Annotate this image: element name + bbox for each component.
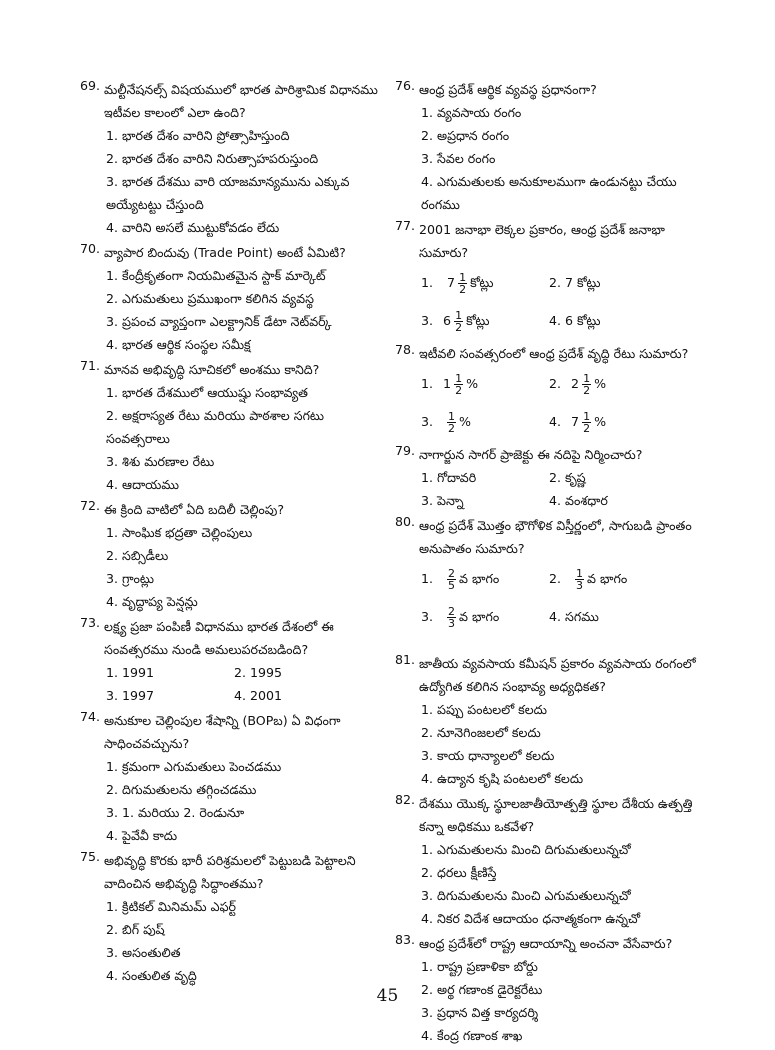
option-1: 1. భారత దేశం వారిని ప్రోత్సాహిస్తుంది (106, 128, 290, 143)
option-3 (421, 302, 549, 340)
option-4: 4. ఆదాయము (106, 477, 180, 492)
option-4: 4. 6 కోట్లు (549, 313, 601, 328)
option-3: 3. భారత దేశము వారి యాజమాన్యమును ఎక్కువ అయ్యేటట్టు చేస్తుంది (106, 174, 350, 212)
option-4: 4. ఎగుమతులకు అనుకూలముగా ఉండునట్టు చేయు రంగము (421, 174, 677, 212)
option-4: 4. నికర విదేశ ఆదాయం ధనాత్మకంగా ఉన్నచో (421, 911, 641, 926)
question-74 (80, 709, 385, 847)
option-3: 3. శిశు మరణాల రేటు (106, 454, 215, 469)
option-2 (549, 365, 700, 403)
question-text: ఆంధ్ర ప్రదేశ్ ఆర్థిక వ్యవస్థ ప్రధానంగా? (419, 82, 597, 97)
option-2: 2. నూనెగింజలలో కలదు (421, 725, 541, 740)
option-3: 3. కాయ ధాన్యాలలో కలదు (421, 748, 555, 763)
option-4: 4. వంశధార (549, 493, 608, 508)
option-3: 3. ప్రధాన విత్త కార్యదర్శి (421, 1005, 539, 1020)
question-text: మల్టీనేషనల్స్ విషయములో భారత పారిశ్రామిక విధానము ఇటీవల కాలంలో ఎలా ఉంది? (104, 82, 378, 120)
fraction (447, 606, 456, 629)
spacer (395, 638, 700, 652)
option-2: 2. కృష్ణ (549, 470, 586, 485)
question-text: ఆంధ్ర ప్రదేశ్‌లో రాష్ట్ర ఆదాయాన్ని అంచనా వేసేవారు? (419, 936, 673, 951)
unit: వ భాగం (459, 571, 500, 586)
option-1: 1. సాంఘిక భద్రతా చెల్లింపులు (106, 525, 253, 540)
question-number: 80. (395, 514, 416, 529)
fraction (458, 272, 467, 295)
denominator: 2 (448, 421, 456, 435)
numerator: 1 (583, 409, 591, 423)
option-1: 1. వ్యవసాయ రంగం (421, 105, 522, 120)
question-text: ఆంధ్ర ప్రదేశ్ మొత్తం భౌగోళిక విస్తీర్ణంలో, సాగుబడి ప్రాంతం అనుపాతం సుమారు? (419, 518, 692, 556)
numerator: 2 (448, 566, 456, 580)
question-number: 77. (395, 218, 416, 233)
right-column (395, 78, 700, 1049)
option-4: 4. భారత ఆర్థిక సంస్థల సమీక్ష (106, 337, 251, 352)
denominator: 3 (448, 616, 456, 630)
option-3: 3. దిగుమతులను మించి ఎగుమతులున్నచో (421, 888, 631, 903)
unit: వ భాగం (587, 571, 628, 586)
fraction (454, 373, 463, 396)
option-2: 2. బిగ్ పుష్ (106, 922, 165, 937)
option-1: 1. క్రమంగా ఎగుమతులు పెంచడము (106, 759, 282, 774)
numerator: 1 (455, 371, 463, 385)
option-number: 1. (421, 571, 434, 586)
option-3: 3. గ్రాంట్లు (106, 571, 154, 586)
question-number: 71. (80, 358, 101, 373)
option-number: 3. (421, 313, 434, 328)
option-number: 2. (549, 376, 562, 391)
whole-number: 7 (447, 275, 456, 290)
option-4: 4. పైవేవీ కాదు (106, 828, 178, 843)
option-1 (421, 365, 549, 403)
question-text: నాగార్జున సాగర్ ప్రాజెక్టు ఈ నదిపై నిర్మించారు? (419, 447, 643, 462)
option-2 (549, 560, 700, 598)
question-number: 69. (80, 78, 101, 93)
unit: % (466, 376, 479, 391)
question-number: 70. (80, 241, 101, 256)
page-number: 45 (376, 986, 399, 1006)
option-3: 3. అసంతులిత (106, 945, 181, 960)
option-1: 1. గోదావరి (421, 470, 477, 485)
question-number: 76. (395, 78, 416, 93)
option-2: 2. సబ్సిడీలు (106, 548, 169, 563)
question-number: 79. (395, 443, 416, 458)
option-number: 4. (549, 414, 562, 429)
option-1: 1. క్రిటికల్ మినిమమ్ ఎఫర్ట్ (106, 899, 237, 914)
option-1: 1. కేంద్రీకృతంగా నియమితమైన స్టాక్ మార్కెట్ (106, 268, 326, 283)
option-2: 2. అప్రధాన రంగం (421, 128, 510, 143)
numerator: 1 (459, 270, 467, 284)
question-73 (80, 615, 385, 707)
question-72 (80, 498, 385, 613)
option-1: 1. ఎగుమతులను మించి దిగుమతులున్నచో (421, 842, 631, 857)
question-76 (395, 78, 700, 216)
option-4: 4. సగము (549, 609, 599, 624)
fraction (447, 568, 456, 591)
denominator: 2 (583, 383, 591, 397)
question-text: ఇటీవలి సంవత్సరంలో ఆంధ్ర ప్రదేశ్ వృద్ధి రేటు సుమారు? (419, 346, 689, 361)
question-text: జాతీయ వ్యవసాయ కమీషన్ ప్రకారం వ్యవసాయ రంగంలో ఉద్యోగిత కలిగిన సంభావ్య అధ్యధికత? (419, 656, 696, 694)
question-text: 2001 జనాభా లెక్కల ప్రకారం, ఆంధ్ర ప్రదేశ్ జనాభా సుమారు? (419, 222, 665, 260)
option-3 (421, 403, 549, 441)
question-text: మానవ అభివృద్ధి సూచికలో అంశము కానిది? (104, 362, 320, 377)
question-82 (395, 792, 700, 930)
numerator: 2 (448, 604, 456, 618)
denominator: 3 (576, 578, 584, 592)
question-71 (80, 358, 385, 496)
question-number: 83. (395, 932, 416, 947)
option-3 (421, 598, 549, 636)
option-2: 2. భారత దేశం వారిని నిరుత్సాహపరుస్తుంది (106, 151, 319, 166)
numerator: 1 (583, 371, 591, 385)
fraction (582, 411, 591, 434)
numerator: 1 (576, 566, 584, 580)
question-number: 75. (80, 849, 101, 864)
whole-number: 1 (443, 376, 452, 391)
question-77 (395, 218, 700, 340)
option-3: 3. పెన్నా (421, 493, 464, 508)
option-1: 1. భారత దేశములో ఆయుష్షు సంభావ్యత (106, 385, 308, 400)
option-1: 1. పప్పు పంటలలో కలదు (421, 702, 547, 717)
unit: % (594, 414, 607, 429)
question-text: అభివృద్ధి కొరకు భారీ పరిశ్రమలలో పెట్టుబడి పెట్టాలని వాదించిన అభివృద్ధి సిద్ధాంతము? (104, 853, 356, 891)
option-4 (549, 403, 700, 441)
option-3: 3. 1. మరియు 2. రెండునూ (106, 805, 245, 820)
option-2: 2. అక్షరాస్యత రేటు మరియు పాఠశాల సగటు సంవత్సరాలు (106, 408, 325, 446)
option-2: 2. ధరలు క్షీణిస్తే (421, 865, 497, 880)
question-75 (80, 849, 385, 987)
option-4: 4. సంతులిత వృద్ధి (106, 968, 197, 983)
question-81 (395, 652, 700, 790)
question-number: 72. (80, 498, 101, 513)
unit: కోట్లు (470, 275, 494, 290)
numerator: 1 (448, 409, 456, 423)
denominator: 2 (459, 282, 467, 296)
whole-number: 7 (571, 414, 580, 429)
fraction (575, 568, 584, 591)
option-2: 2. ఎగుమతులు ప్రముఖంగా కలిగిన వ్యవస్థ (106, 291, 314, 306)
option-2: 2. అర్థ గణాంక డైరెక్టరేటు (421, 982, 543, 997)
option-number: 1. (421, 275, 434, 290)
numerator: 1 (455, 308, 463, 322)
question-number: 78. (395, 342, 416, 357)
option-4: 4. కేంద్ర గణాంక శాఖ (421, 1028, 523, 1043)
option-number: 3. (421, 414, 434, 429)
fraction (454, 310, 463, 333)
question-78 (395, 342, 700, 441)
question-80 (395, 514, 700, 636)
question-text: వ్యాపార బిందువు (Trade Point) అంటే ఏమిటి? (104, 245, 346, 260)
option-1: 1. రాష్ట్ర ప్రణాళికా బోర్డు (421, 959, 538, 974)
option-4: 4. ఉద్యాన కృషి పంటలలో కలదు (421, 771, 584, 786)
question-number: 81. (395, 652, 416, 667)
question-text: లక్ష్య ప్రజా పంపిణీ విధానము భారత దేశంలో ఈ సంవత్సరము నుండి అమలుపరచబడింది? (104, 619, 334, 657)
whole-number: 6 (443, 313, 452, 328)
whole-number: 2 (571, 376, 580, 391)
option-1 (421, 560, 549, 598)
option-2: 2. 7 కోట్లు (549, 275, 601, 290)
option-2: 2. 1995 (234, 665, 283, 680)
option-3: 3. ప్రపంచ వ్యాప్తంగా ఎలక్ట్రానిక్ డేటా నెట్‌వర్క్ (106, 314, 332, 329)
option-2: 2. దిగుమతులను తగ్గించడము (106, 782, 257, 797)
question-69 (80, 78, 385, 239)
question-number: 73. (80, 615, 101, 630)
unit: % (594, 376, 607, 391)
option-1: 1. 1991 (106, 665, 155, 680)
fraction (447, 411, 456, 434)
question-79 (395, 443, 700, 512)
denominator: 5 (448, 578, 456, 592)
option-number: 3. (421, 609, 434, 624)
question-70 (80, 241, 385, 356)
left-column (80, 78, 385, 989)
question-number: 82. (395, 792, 416, 807)
option-3: 3. 1997 (106, 688, 155, 703)
fraction (582, 373, 591, 396)
denominator: 2 (583, 421, 591, 435)
option-4: 4. వారిని అసలే ముట్టుకోవడం లేదు (106, 220, 280, 235)
unit: % (459, 414, 472, 429)
unit: కోట్లు (466, 313, 490, 328)
option-1 (421, 264, 549, 302)
option-4: 4. 2001 (234, 688, 283, 703)
question-text: ఈ క్రింది వాటిలో ఏది బదిలీ చెల్లింపు? (104, 502, 285, 517)
denominator: 2 (455, 320, 463, 334)
denominator: 2 (455, 383, 463, 397)
question-text: దేశము యొక్క స్థూలజాతీయోత్పత్తి స్థూల దేశీయ ఉత్పత్తి కన్నా అధికము ఒకవేళ? (419, 796, 693, 834)
unit: వ భాగం (459, 609, 500, 624)
question-number: 74. (80, 709, 101, 724)
option-4: 4. వృద్ధాప్య పెన్షన్లు (106, 594, 198, 609)
option-number: 1. (421, 376, 434, 391)
option-3: 3. సేవల రంగం (421, 151, 496, 166)
option-number: 2. (549, 571, 562, 586)
question-text: అనుకూల చెల్లింపుల శేషాన్ని (BOPబ) ఏ విధంగా సాధించవచ్చును? (104, 713, 341, 751)
